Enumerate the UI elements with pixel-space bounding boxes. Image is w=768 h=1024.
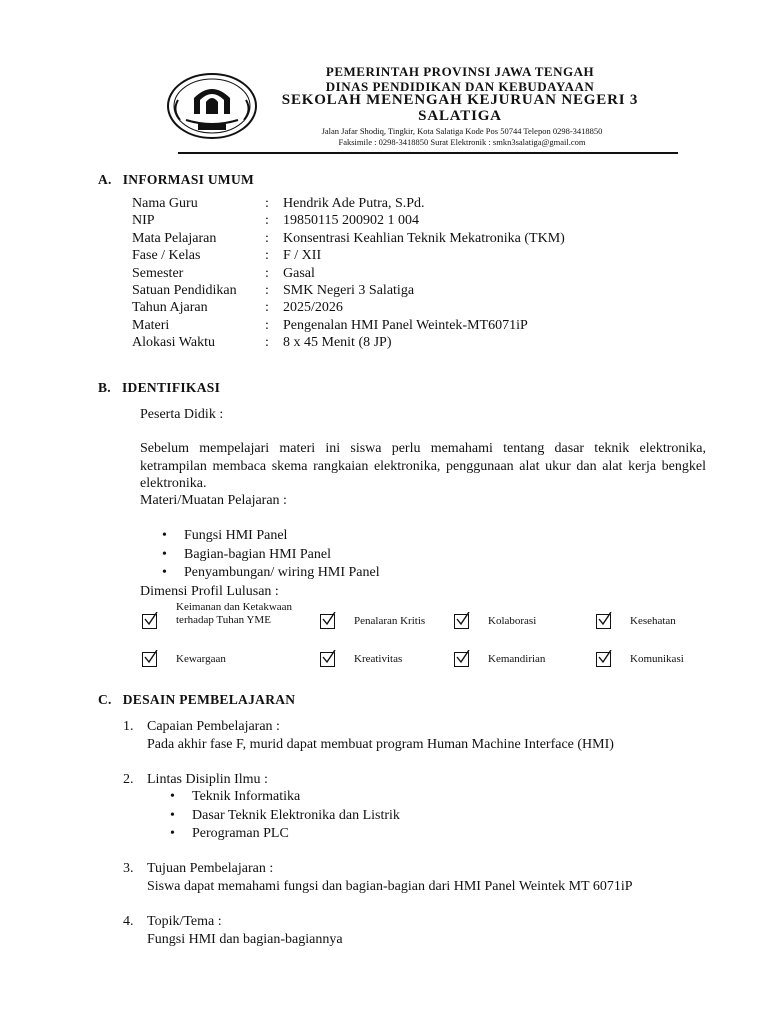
info-label: Alokasi Waktu (132, 335, 215, 351)
info-label: Fase / Kelas (132, 248, 201, 264)
checkbox-checked-icon (454, 652, 469, 667)
design-item-number: 2. (123, 772, 134, 787)
info-colon: : (265, 300, 269, 316)
design-item-number: 4. (123, 914, 134, 929)
section-c-title: C. DESAIN PEMBELAJARAN (98, 692, 296, 707)
checkbox-checked-icon (320, 652, 335, 667)
info-value: F / XII (283, 248, 322, 264)
letterhead-department: DINAS PENDIDIKAN DAN KEBUDAYAAN (325, 79, 595, 94)
info-colon: : (265, 196, 269, 211)
info-value: 2025/2026 (283, 300, 343, 316)
info-label: Satuan Pendidikan (132, 283, 237, 298)
bullet-icon: • (162, 546, 167, 562)
design-item-text: Pada akhir fase F, murid dapat membuat program Human Machine Interface (HMI) (147, 737, 614, 752)
checkbox-checked-icon (454, 614, 469, 629)
letterhead-contact: Faksimile : 0298-3418850 Surat Elektronik : smkn3salatiga@gmail.com (338, 137, 586, 147)
bullet-icon: • (162, 528, 167, 543)
section-a-title: A. INFORMASI UMUM (98, 172, 255, 187)
provincial-emblem-logo (164, 70, 260, 140)
info-value: 8 x 45 Menit (8 JP) (283, 335, 392, 351)
info-colon: : (265, 335, 269, 351)
checkbox-checked-icon (596, 614, 611, 629)
materi-label: Materi/Muatan Pelajaran : (140, 493, 287, 508)
info-colon: : (265, 265, 269, 281)
info-label: Tahun Ajaran (132, 300, 208, 316)
discipline-item-label: Teknik Informatika (192, 789, 301, 804)
profil-label: Kewargaan (176, 653, 226, 665)
prerequisite-paragraph: Sebelum mempelajari materi ini siswa perlu memahami tentang dasar teknik elektronika, ketrampilan membaca skema rangkaian elektronika, penggunaan alat ukur dan alat kerja bengkel elektronika. (140, 441, 706, 491)
letterhead-address: Jalan Jafar Shodiq, Tingkir, Kota Salatiga Kode Pos 50744 Telepon 0298-3418850 (321, 126, 603, 136)
letterhead-school-name: SEKOLAH MENENGAH KEJURUAN NEGERI 3 (281, 92, 639, 108)
section-b-title: B. IDENTIFIKASI (98, 380, 221, 395)
info-value: Gasal (283, 265, 315, 281)
letterhead-city: SALATIGA (418, 108, 502, 124)
bullet-icon: • (162, 565, 167, 580)
profil-label: Kreativitas (354, 653, 403, 665)
info-label: Mata Pelajaran (132, 230, 217, 246)
info-value: Konsentrasi Keahlian Teknik Mekatronika (TKM) (283, 230, 565, 246)
info-value: SMK Negeri 3 Salatiga (283, 283, 415, 298)
materi-item-label: Penyambungan/ wiring HMI Panel (184, 565, 380, 580)
design-item-number: 1. (123, 719, 134, 734)
design-item-number: 3. (123, 861, 134, 876)
checkbox-checked-icon (142, 652, 157, 667)
bullet-icon: • (170, 789, 175, 804)
info-colon: : (265, 213, 269, 229)
info-label: NIP (132, 213, 155, 229)
checkbox-checked-icon (596, 652, 611, 667)
info-colon: : (265, 317, 269, 333)
info-value: Pengenalan HMI Panel Weintek-MT6071iP (283, 317, 528, 333)
info-label: Semester (132, 265, 184, 281)
profil-label: Komunikasi (630, 653, 684, 665)
profil-label: Kesehatan (630, 615, 676, 627)
bullet-icon: • (170, 826, 175, 841)
design-item-heading: Lintas Disiplin Ilmu : (147, 772, 268, 787)
dimensi-profil-label: Dimensi Profil Lulusan : (140, 584, 279, 599)
design-item-heading: Tujuan Pembelajaran : (147, 861, 274, 876)
checkbox-checked-icon (142, 614, 157, 629)
design-item-text: Siswa dapat memahami fungsi dan bagian-bagian dari HMI Panel Weintek MT 6071iP (147, 879, 633, 894)
info-colon: : (265, 248, 269, 264)
materi-item-label: Bagian-bagian HMI Panel (184, 546, 331, 562)
design-item-heading: Topik/Tema : (147, 914, 222, 929)
profil-label: Keimanan dan Ketakwaan terhadap Tuhan YME (176, 601, 293, 626)
design-item-text: Fungsi HMI dan bagian-bagiannya (147, 932, 343, 947)
letterhead-divider (178, 152, 678, 154)
info-colon: : (265, 230, 269, 246)
discipline-item-label: Dasar Teknik Elektronika dan Listrik (192, 807, 400, 823)
info-colon: : (265, 283, 269, 298)
profil-label: Kemandirian (488, 653, 546, 665)
info-label: Materi (132, 317, 170, 333)
info-label: Nama Guru (132, 196, 198, 211)
design-item-heading: Capaian Pembelajaran : (147, 719, 280, 734)
info-value: 19850115 200902 1 004 (283, 213, 419, 229)
checkbox-checked-icon (320, 614, 335, 629)
letterhead-province: PEMERINTAH PROVINSI JAWA TENGAH (325, 64, 595, 79)
peserta-didik-label: Peserta Didik : (140, 407, 224, 422)
materi-item-label: Fungsi HMI Panel (184, 528, 288, 543)
bullet-icon: • (170, 807, 175, 823)
profil-label: Kolaborasi (488, 615, 537, 627)
discipline-item-label: Perograman PLC (192, 826, 289, 841)
profil-label: Penalaran Kritis (354, 615, 426, 627)
info-value: Hendrik Ade Putra, S.Pd. (283, 196, 425, 211)
